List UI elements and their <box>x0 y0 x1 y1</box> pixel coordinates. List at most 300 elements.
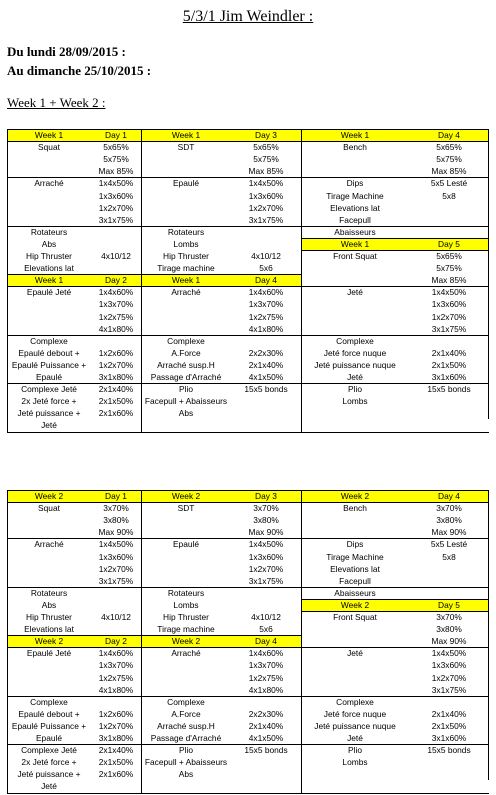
document-title: 5/3/1 Jim Weindler : <box>182 8 314 25</box>
table-cell <box>91 696 141 708</box>
header-cell: Week 2 <box>7 490 91 502</box>
table-cell: Complexe Jeté <box>21 745 77 756</box>
table-cell: 3x70% <box>253 503 279 514</box>
table-cell: 4x10/12 <box>251 612 281 622</box>
table-cell <box>141 153 231 165</box>
table-rule <box>7 226 301 227</box>
table-cell: Rotateurs <box>167 587 205 598</box>
table-cell: 1x3x60% <box>431 660 467 671</box>
header-cell: Week 1 <box>301 238 409 250</box>
table-cell: Jeté <box>347 372 363 382</box>
header-cell: Day 5 <box>409 599 489 611</box>
table-cell: 1x4x60% <box>98 287 134 298</box>
header-cell: Week 1 <box>141 274 231 286</box>
table-cell: 2x1x40% <box>248 720 284 731</box>
table-cell: Facepull + Abaisseurs <box>144 396 228 407</box>
table-cell: Epaulé Jeté <box>26 648 72 659</box>
table-cell: 5x5 Lesté <box>430 539 468 550</box>
table-rule <box>7 647 489 648</box>
table-cell: Jeté <box>41 781 57 792</box>
table-cell <box>141 659 231 671</box>
table-cell: 1x2x70% <box>431 311 467 322</box>
table-cell: 4x1x80% <box>248 323 284 334</box>
table-cell: 3x1x80% <box>98 372 134 382</box>
table-cell <box>301 323 409 335</box>
table-cell: 1x2x70% <box>248 563 284 574</box>
table-cell: Hip Thruster <box>26 612 72 622</box>
table-cell <box>7 190 91 202</box>
table-cell: 1x2x75% <box>98 672 134 683</box>
table-cell <box>301 153 409 165</box>
table-cell: 4x1x80% <box>248 684 284 695</box>
header-cell: Day 4 <box>231 635 301 647</box>
week-1-table <box>7 129 489 432</box>
table-cell: Abs <box>41 599 57 610</box>
table-cell: Jeté force nuque <box>323 347 387 358</box>
table-cell: Max 85% <box>98 166 134 177</box>
table-cell: 2x1x50% <box>431 359 467 370</box>
table-cell: Squat <box>38 142 60 153</box>
table-cell: Arraché susp.H <box>157 720 215 731</box>
column-rule <box>301 490 302 793</box>
table-cell <box>7 514 91 526</box>
table-cell: 1x3x70% <box>98 660 134 671</box>
table-cell <box>141 311 231 323</box>
table-cell <box>301 407 409 419</box>
table-cell: 15x5 bonds <box>427 745 471 756</box>
table-cell: Max 90% <box>431 527 467 538</box>
header-cell: Day 3 <box>231 129 301 141</box>
table-cell: 3x1x80% <box>98 733 134 743</box>
table-cell <box>301 419 409 431</box>
table-rule <box>7 129 489 130</box>
table-cell <box>301 780 409 792</box>
table-rule <box>7 744 489 745</box>
table-cell: Front Squat <box>333 251 377 261</box>
table-cell: 1x2x70% <box>431 672 467 683</box>
table-cell <box>231 780 301 792</box>
table-cell: Epaulé debout + <box>18 708 80 719</box>
table-cell: A.Force <box>171 347 201 358</box>
table-cell: 5x65% <box>436 251 462 261</box>
table-cell <box>409 563 489 575</box>
header-cell: Day 3 <box>231 490 301 502</box>
table-cell <box>409 419 489 431</box>
column-rule <box>141 490 142 793</box>
column-rule <box>301 129 302 432</box>
table-cell: 2x1x50% <box>98 757 134 768</box>
table-cell: 5x8 <box>442 190 456 201</box>
table-cell <box>91 419 141 431</box>
header-cell: Day 4 <box>409 490 489 502</box>
table-cell <box>301 526 409 538</box>
header-cell: Day 4 <box>231 274 301 286</box>
table-cell: 5x8 <box>442 551 456 562</box>
header-cell: Week 2 <box>301 490 409 502</box>
table-cell <box>409 696 489 708</box>
table-cell: 2x1x40% <box>98 384 134 395</box>
table-cell: Bench <box>343 503 367 514</box>
table-cell <box>301 262 409 274</box>
table-cell: 1x2x60% <box>98 347 134 358</box>
table-cell <box>7 551 91 563</box>
table-cell: Elevations lat <box>24 624 74 635</box>
table-cell <box>141 419 231 431</box>
table-cell: Rotateurs <box>30 587 68 598</box>
table-cell <box>91 238 141 250</box>
table-cell: Hip Thruster <box>163 251 209 261</box>
column-rule <box>7 129 8 432</box>
table-cell <box>7 563 91 575</box>
header-cell: Week 1 <box>141 129 231 141</box>
table-cell <box>91 335 141 347</box>
table-cell: 2x1x50% <box>431 720 467 731</box>
header-cell: Day 4 <box>409 129 489 141</box>
table-cell: 1x2x70% <box>248 202 284 213</box>
table-cell: 5x75% <box>436 154 462 165</box>
header-cell: Week 2 <box>141 490 231 502</box>
table-cell <box>141 672 231 684</box>
table-cell: Complexe <box>336 335 374 346</box>
table-cell: 3x80% <box>436 624 462 635</box>
table-cell: 4x10/12 <box>101 612 131 622</box>
table-cell <box>7 311 91 323</box>
table-cell <box>141 165 231 177</box>
table-cell <box>409 587 489 599</box>
table-cell: 1x4x50% <box>98 539 134 550</box>
table-rule <box>7 177 489 178</box>
table-cell <box>301 623 409 635</box>
table-cell: Abs <box>178 769 194 780</box>
table-cell: Lombs <box>173 238 199 249</box>
table-cell <box>409 214 489 226</box>
table-cell <box>7 659 91 671</box>
table-cell: Passage d'Arraché <box>150 733 222 743</box>
table-cell: 5x65% <box>436 142 462 153</box>
table-cell: Tirage Machine <box>326 551 384 562</box>
table-cell: Jeté <box>41 420 57 431</box>
table-cell <box>141 298 231 310</box>
table-cell: 1x4x50% <box>248 178 284 189</box>
table-cell: 3x1x60% <box>431 733 467 743</box>
table-cell: Epaulé Puissance + <box>11 359 87 370</box>
table-cell: Epaulé Puissance + <box>11 720 87 731</box>
table-cell: 1x2x60% <box>98 708 134 719</box>
table-cell: 3x80% <box>253 515 279 526</box>
table-cell <box>141 514 231 526</box>
table-cell: Lombs <box>342 396 368 407</box>
table-cell: Complexe <box>167 696 205 707</box>
table-cell: 2x1x60% <box>98 769 134 780</box>
table-cell <box>301 298 409 310</box>
table-cell <box>141 190 231 202</box>
table-rule <box>7 502 489 503</box>
table-cell: 2x2x30% <box>248 708 284 719</box>
column-rule <box>7 490 8 793</box>
table-cell: Rotateurs <box>167 226 205 237</box>
table-cell <box>301 514 409 526</box>
table-cell: Jeté <box>347 648 363 659</box>
table-rule <box>301 599 489 600</box>
table-cell: 4x1x50% <box>248 372 284 382</box>
table-cell: 2x Jeté force + <box>21 396 77 407</box>
table-cell: Epaulé <box>172 539 200 550</box>
table-rule <box>301 611 489 612</box>
table-cell: Complexe <box>30 696 68 707</box>
table-cell <box>7 153 91 165</box>
table-cell: Squat <box>38 503 60 514</box>
table-cell <box>231 226 301 238</box>
header-cell: Week 2 <box>301 599 409 611</box>
table-cell: 1x2x75% <box>98 311 134 322</box>
table-cell: Dips <box>346 539 364 550</box>
table-cell: Complexe <box>167 335 205 346</box>
table-cell: 1x2x75% <box>248 672 284 683</box>
table-cell <box>91 623 141 635</box>
table-cell: 1x3x70% <box>98 299 134 310</box>
table-cell <box>7 202 91 214</box>
table-cell: Jeté <box>347 733 363 743</box>
table-cell <box>301 311 409 323</box>
table-cell: A.Force <box>171 708 201 719</box>
table-cell: Jeté puissance nuque <box>314 359 396 370</box>
table-cell <box>141 780 231 792</box>
table-cell: Max 90% <box>248 527 284 538</box>
column-rule <box>488 129 489 419</box>
table-rule <box>7 383 489 384</box>
table-cell <box>231 587 301 599</box>
table-cell <box>409 575 489 587</box>
table-cell <box>409 335 489 347</box>
table-cell: Elevations lat <box>24 263 74 274</box>
table-cell <box>231 599 301 611</box>
table-cell: 2x Jeté force + <box>21 757 77 768</box>
table-cell: 4x1x80% <box>98 323 134 334</box>
table-cell: 3x1x75% <box>98 575 134 586</box>
table-cell <box>7 684 91 696</box>
table-cell: 1x3x60% <box>431 299 467 310</box>
table-cell <box>409 756 489 768</box>
table-cell: 1x4x50% <box>431 648 467 659</box>
table-cell: Elevations lat <box>330 563 380 574</box>
table-cell: 4x10/12 <box>101 251 131 261</box>
table-rule <box>301 587 489 588</box>
table-cell <box>231 407 301 419</box>
table-rule <box>7 793 489 794</box>
table-cell: Plio <box>179 384 193 395</box>
header-cell: Week 2 <box>141 635 231 647</box>
table-cell <box>231 395 301 407</box>
table-cell <box>231 419 301 431</box>
table-cell: 1x3x70% <box>248 660 284 671</box>
table-cell: 2x1x40% <box>248 359 284 370</box>
table-cell: 3x1x75% <box>431 684 467 695</box>
table-cell: 3x1x75% <box>248 214 284 225</box>
table-cell <box>231 756 301 768</box>
table-cell <box>91 599 141 611</box>
table-cell: Arraché <box>171 648 201 659</box>
table-cell: 15x5 bonds <box>427 384 471 395</box>
table-cell: 15x5 bonds <box>244 745 288 756</box>
table-cell: 3x1x75% <box>431 323 467 334</box>
table-cell: Max 85% <box>431 275 467 286</box>
table-cell: Abs <box>178 408 194 419</box>
table-cell: Complexe <box>336 696 374 707</box>
header-cell: Day 2 <box>91 635 141 647</box>
table-cell: Passage d'Arraché <box>150 372 222 382</box>
table-cell: 2x1x50% <box>98 396 134 407</box>
table-cell: 5x65% <box>103 142 129 153</box>
table-cell: 5x65% <box>253 142 279 153</box>
table-rule <box>7 141 489 142</box>
date-to: Au dimanche 25/10/2015 : <box>7 63 152 78</box>
table-rule <box>7 335 489 336</box>
table-cell: Facepull <box>339 575 371 586</box>
table-cell: Abaisseurs <box>334 587 376 598</box>
header-cell: Week 1 <box>7 274 91 286</box>
table-cell: Arraché <box>34 178 64 189</box>
table-rule <box>7 587 301 588</box>
table-cell: Hip Thruster <box>26 251 72 261</box>
header-cell: Day 5 <box>409 238 489 250</box>
week-2-table <box>7 490 489 793</box>
table-cell: Facepull <box>339 214 371 225</box>
table-cell <box>141 202 231 214</box>
table-cell <box>7 298 91 310</box>
table-cell: 15x5 bonds <box>244 384 288 395</box>
table-cell: Lombs <box>342 757 368 768</box>
weeks-heading: Week 1 + Week 2 : <box>7 95 106 110</box>
table-cell: 2x2x30% <box>248 347 284 358</box>
table-cell: 1x4x50% <box>248 539 284 550</box>
table-cell: SDT <box>177 142 195 153</box>
table-cell <box>301 659 409 671</box>
table-cell: Epaulé debout + <box>18 347 80 358</box>
header-cell: Day 1 <box>91 129 141 141</box>
table-cell <box>7 323 91 335</box>
table-cell: Tirage machine <box>157 263 215 274</box>
table-cell <box>301 274 409 286</box>
table-cell <box>141 684 231 696</box>
table-cell: Arraché <box>171 287 201 298</box>
table-cell: Rotateurs <box>30 226 68 237</box>
table-cell <box>141 526 231 538</box>
table-cell: 3x1x60% <box>431 372 467 382</box>
table-cell: Jeté puissance nuque <box>314 720 396 731</box>
table-cell: Abaisseurs <box>334 226 376 237</box>
table-cell: 1x2x70% <box>98 359 134 370</box>
column-rule <box>488 490 489 780</box>
table-cell <box>409 202 489 214</box>
table-cell: Arraché susp.H <box>157 359 215 370</box>
table-cell: 1x2x75% <box>248 311 284 322</box>
table-cell: Epaulé Jeté <box>26 287 72 298</box>
table-cell: Jeté puissance + <box>17 408 81 419</box>
table-cell: Jeté puissance + <box>17 769 81 780</box>
table-cell: 1x2x70% <box>98 563 134 574</box>
table-cell: 1x4x50% <box>98 178 134 189</box>
table-rule <box>301 238 489 239</box>
table-cell: 1x3x60% <box>98 190 134 201</box>
table-cell <box>141 563 231 575</box>
table-cell: 5x6 <box>259 263 273 274</box>
table-cell <box>231 768 301 780</box>
header-cell: Week 2 <box>7 635 91 647</box>
table-cell: Complexe Jeté <box>21 384 77 395</box>
table-cell: 3x80% <box>103 515 129 526</box>
table-cell: 2x1x40% <box>98 745 134 756</box>
table-cell <box>91 262 141 274</box>
table-cell <box>231 696 301 708</box>
table-cell: 1x2x70% <box>98 202 134 213</box>
table-cell: 2x1x60% <box>98 408 134 419</box>
table-cell: 3x80% <box>436 515 462 526</box>
table-cell <box>141 214 231 226</box>
date-from: Du lundi 28/09/2015 : <box>7 44 126 59</box>
table-cell <box>231 238 301 250</box>
table-cell <box>7 214 91 226</box>
table-cell: 4x10/12 <box>251 251 281 261</box>
table-rule <box>7 490 489 491</box>
table-cell: 3x70% <box>103 503 129 514</box>
table-cell <box>141 551 231 563</box>
table-cell: Tirage Machine <box>326 190 384 201</box>
table-cell: 3x1x75% <box>98 214 134 225</box>
table-cell: 3x70% <box>436 503 462 514</box>
table-cell: 2x1x40% <box>431 708 467 719</box>
table-rule <box>301 250 489 251</box>
table-cell: 4x1x50% <box>248 733 284 743</box>
table-cell: Jeté <box>347 287 363 298</box>
header-cell: Day 2 <box>91 274 141 286</box>
header-cell: Week 1 <box>7 129 91 141</box>
header-cell: Day 1 <box>91 490 141 502</box>
table-cell: Front Squat <box>333 612 377 622</box>
table-cell: Lombs <box>173 599 199 610</box>
table-cell <box>231 335 301 347</box>
table-cell: 1x3x70% <box>248 299 284 310</box>
table-cell: Bench <box>343 142 367 153</box>
table-cell <box>301 672 409 684</box>
table-cell <box>301 165 409 177</box>
table-cell: Tirage machine <box>157 624 215 635</box>
table-cell: 1x2x70% <box>98 720 134 731</box>
table-cell: Max 85% <box>248 166 284 177</box>
table-cell: Elevations lat <box>330 202 380 213</box>
table-cell <box>91 780 141 792</box>
table-rule <box>7 635 301 636</box>
table-cell <box>141 323 231 335</box>
table-cell: Abs <box>41 238 57 249</box>
table-cell: Plio <box>179 745 193 756</box>
table-cell: 5x75% <box>436 263 462 274</box>
table-cell: 1x3x60% <box>248 551 284 562</box>
table-cell: Epaulé <box>35 733 63 743</box>
table-cell: Jeté force nuque <box>323 708 387 719</box>
table-cell: 1x4x60% <box>98 648 134 659</box>
table-cell: 5x75% <box>103 154 129 165</box>
table-cell: Max 90% <box>431 636 467 647</box>
table-cell: Complexe <box>30 335 68 346</box>
table-cell <box>301 768 409 780</box>
table-cell: 2x1x40% <box>431 347 467 358</box>
table-cell: Plio <box>348 745 362 756</box>
table-rule <box>7 274 301 275</box>
table-cell <box>141 575 231 587</box>
table-cell: 1x3x60% <box>98 551 134 562</box>
table-cell: 5x6 <box>259 624 273 635</box>
column-rule <box>141 129 142 432</box>
